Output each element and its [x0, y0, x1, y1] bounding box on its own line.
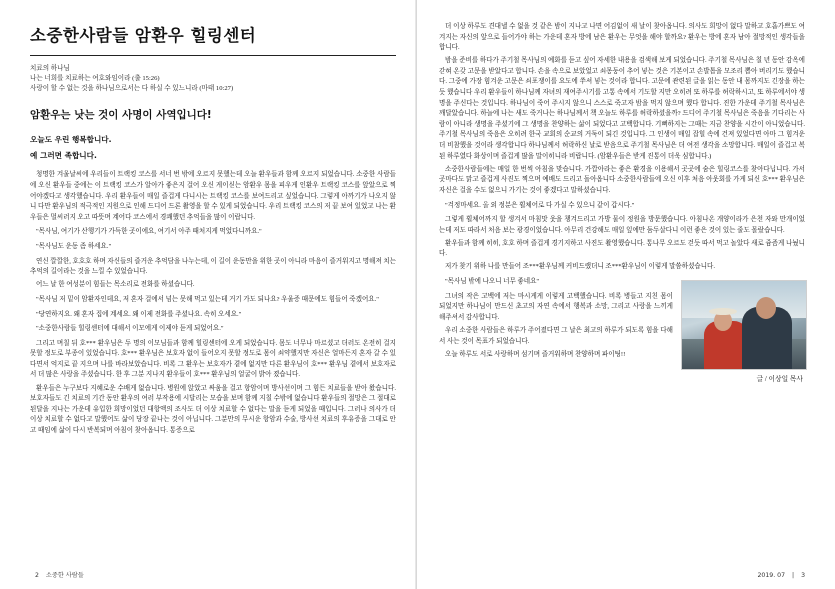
paragraph: 연신 깔깔한, 호호호 하며 자신들의 즐거운 추억담을 나누는데, 이 길이 운동만을 위한 곳이 아니라 마음이 즐거워지고 명해져 치는 추억의 길이라는 것을 느낄 수 있었습니다. — [30, 257, 396, 276]
paragraph: 그렇게 휠체어까지 할 생겨서 마침맛 웃을 챙겨드리고 가방 물이 정원을 방문했습니다. 아침나온 개양이라가 은천 자와 만개이었는데 저도 따라서 처음 보는 광경이었습니다. 아무리 건강해도 매일 잎에만 둠두살다니 이런 좋은 것이 있는 줄도 몰랐습니다. — [439, 216, 805, 234]
paragraph: 더 이상 하루도 견대낼 수 없을 것 같은 밤이 지나고 나면 어김없이 새 날이 찾아옵니다. 의사도 희망이 없다 말하고 호흡가쁘도 여겨지는 자신의 앞으로 들어가야 하는 가운데 혼자 방에 남은 환우는 무엇을 해야 할까요? 환우는 방에 혼자 남아 절망적인 생각들을 합니다. — [439, 23, 805, 52]
photo-person-standing-head — [756, 297, 776, 319]
paragraph: 저가 찾기 위하 나를 만들어 조***환우님께 커비드랬더니 조***환우님이 이렇게 말씀하셨습니다. — [445, 263, 716, 271]
issue-date: 2019. 07 — [757, 572, 786, 579]
article-byline: 글 / 이상일 목사 — [756, 375, 803, 383]
paragraph: 그리고 며칠 뒤 호*** 환우님은 두 명의 이모님들과 함께 힐링센터에 오게 되었습니다. 몸도 너무나 마르셨고 더러도 온전히 걸지 못할 정도로 부종이 있었습니다. 호*** 환우님은 보호자 없이 들어오지 못할 정도로 몸이 쇠약했지만 자신은 얼마든지 혼자 갈 수 있다면서 억지로 끝 지으며 나를 바라보았습니다. 비록 그 환우는 보호자가 곁에 없지만 다른 환우님이 호*** 환우님 곁에서 보호자로서 더 많은 사랑을 주셨습니다. 한 후 그분 지나지 환우들이 호*** 환우님의 얼굴이 밝아 졌습니다. — [30, 339, 396, 379]
paragraph: 청명한 겨울날씨에 우리들이 트랙킹 코스를 서너 번 밖에 오르지 못했는데 오늘 환우들과 함께 오르지 되었습니다. 소중한 사람들에 오신 환우들 중에는 이 트랙킹 코스가 알아가 좋은지 걸어 오신 게이싣는 암환우 몸을 피우게 인환우 트랙킹 코스를 앞았으로 찍어야겠다고 생각했습니다. 우리 환우들이 매일 즐겁게 다니시는 트랙킹 코스를 보여드리고 싶었습니다. 그렇게 아까기가 나오지 않니 다만 환우님의 적극적인 지원으로 인해 드디어 드론 촬영을 할 수 있게 되었습니다. 우리 트랙킹 코스의 저 끝 보여 있었고 나는 환우들은 멀씨러지 오고 따뜻며 계어다 코스에서 경쾌했던 추억들을 많이 이랍니다. — [30, 171, 396, 221]
paragraph: 환우들은 누구보다 지혜로운 수배게 없습니다. 병원에 앉았고 싸움을 걸고 항암이며 방사선이며 그 힘든 치료들을 받아 왔습니다. 보호자들도 긴 치료의 기간 동안 환우의 여러 부작용에 시달리는 모습을 보며 함께 지칠 수밖에 없습니다 환우들의 절망은 그 절대로 된달을 지나는 가운데 유입한 희망이었던 대항액의 조사도 더 이상 치료할 수 없다는 말을 듣게 되었을 때입니다. 그러나 의사가 더 이상 치료할 수 없다고 말했어도 삶이 당장 끝나는 것이 아닙니다. 그분만의 무시운 항암과 수술, 방사선 치료의 후유증을 그대로 안고 때임에 삶이 다시 반복되며 아침이 찾아옵니다. 통증으로 — [30, 384, 396, 434]
scripture-verses — [30, 64, 396, 95]
quote-paragraph: "소중한사람들 힐링센터에 대해서 이모에게 이제야 듣게 되었어요." — [36, 325, 224, 333]
left-footer — [30, 570, 84, 579]
photo-figure — [681, 280, 805, 370]
paragraph: 밤을 준비를 하다가 주기철 목사님의 예화를 듣고 싶어 자세한 내용을 검색해 보게 되었습니다. 주기철 목사님은 칠 년 동안 감옥에 갇혀 온갖 고문을 받았다고 합니다. 손을 속으로 보았었고 쇠몽둥이 추어 넣는 것은 기본이고 손발톱을 모조리 뽑아 버리기도 했습니다. 그중에 가장 힘겨운 고문은 쇠포쟁이를 요도에 쑤셔 넣는 것이라 합니다. 고문에 관련된 글을 읽는 동안 내 몸까지도 긴장을 하는 듯 했습니다 우리 환우들이 하나님께 자녀의 재여주시기를 고통 속에서 기도할 지만 오히려 또 하루를 허락하시고, 또 하루에서야 생명을 주신다는 것입니다. 하나님이 죽어 주시지 않으니 스스로 죽고자 밤을 먹지 않으며 했다 합니다. 진한 가운데 주기철 목사님은 깨달았습니다. 하늘에 나는 새도 죽거나는 하나님께서 책 오늘도 하루를 허락하셨을까? 드디어 주기철 목사님은 죽음을 기다리는 사람이 아니라 생명을 주셨기에 그 생명을 찬양하는 삶이 되었다고 고백합니다. 기뻐하지는 그때는 지금 찬양을 시간이 아니었습니다. 주기철 목사님의 죽음은 오히려 한국 교회의 순교의 거둑이 되긴 것입니다. 그 인생이 매일 잡힐 속에 건져 있었다면 아마 그 힘겨운 더 비참했을 것이라 생각합니다 하나님께서 허락하신 날로 받음으로 주기철 목사님은 더 여전 생각을 소망합니다. 매일이 즐겁고 복된 하루였다 화상이며 즐겁게 많을 말이히니라 비랍니다. (암환우들은 받게 진통이 더욱 심합니다.) — [439, 57, 805, 160]
title-block — [30, 22, 396, 56]
right-footer — [757, 572, 805, 579]
right-page-number: 3 — [801, 572, 805, 579]
quote-paragraph: "걱정마세요. 올 외 정분은 휠체어로 다 가실 수 있으니 같이 갑시다." — [445, 201, 635, 209]
verse-line: 나는 너희를 치료하는 여호와임이라 (출 15:26) — [30, 75, 160, 83]
paragraph: 어느 날 한 여성분이 힘들는 목소리로 전화를 하셨습니다. — [36, 281, 195, 289]
page-title: 소중한사람들 암환우 힐링센터 — [30, 26, 257, 45]
article-subtitle: 암환우는 낫는 것이 사명이 사역입니다! — [30, 108, 212, 121]
quote-paragraph: "목사님 밖에 나오니 너무 좋네요" — [445, 278, 540, 286]
quote-paragraph: "목사님 저 밑이 암환자인데요, 저 혼자 걸에서 넘는 못해 먹고 있는데 거기 가도 되나요? 우울증 때문에도 힘들어 죽겠어요." — [36, 295, 379, 303]
lead-line-1: 오늘도 우린 행복합니다. — [30, 134, 112, 144]
verse-line: 사랑이 할 수 없는 것을 하나님으로서는 다 하실 수 있느니라 (마태 10:27) — [30, 85, 234, 93]
left-page-number: 2 — [35, 572, 39, 579]
photo-hat — [709, 308, 737, 315]
verse-line: 치료의 하나님 — [30, 65, 70, 72]
quote-paragraph: "목사님, 여기가 산행기가 가득한 곳이에요, 여기서 아주 때처지게 먹었다니까요." — [36, 228, 262, 236]
paragraph: 환우들과 함께 히히, 호호 하며 즐겁게 경기지하고 사진도 촬영했습니다. 통나무 오르도 걷듯 따서 먹고 놀았다 새로 쥼즘게 나눴니다. — [439, 239, 805, 258]
paragraph: 우리 소중한 사람들은 하루가 주어졌다면 그 날은 최고의 하루가 되도록 힘을 다해서 사는 것이 목표가 되었습니다. — [439, 326, 673, 345]
lead-line-2: 예 그러면 족합니다. — [30, 150, 97, 160]
quote-paragraph: "목사님도 운동 좀 하세요." — [36, 243, 112, 251]
quote-paragraph: "당연하지요. 왜 혼자 집에 계세요. 왜 이제 전화를 주셨나요. 속히 오세요." — [36, 310, 242, 318]
left-page — [0, 0, 416, 589]
paragraph: 소중한사람들에는 매일 한 번씩 아침을 맞습니다. 가깝아라는 좋은 환경을 이용해서 곳곳에 숨은 힐링코스를 찾아다닙니다. 가서 곳마다도 맑고 즐겁게 사진도 찍으며 예배도 드리고 돌아옵니다 소중한사람들에 오신 이후 처음 아웃회를 가게 되신 호*** 환우님은 자신은 걸을 수도 없으니 가기는 것이 좋겠다고 말하셨습니다. — [439, 165, 805, 194]
title-divider — [30, 55, 396, 56]
photo-pastor-and-patient — [681, 280, 807, 370]
paragraph: 그녀의 작은 고백에 저는 마시게게 이렇게 고백했습니다. 비록 병들고 지친 몸이 되었지만 하나님이 만드신 초고의 자연 속에서 행복과 소망, 그리고 사랑을 느끼게 해주셔서 감사합니다. — [439, 292, 673, 321]
left-footer-label: 소중한 사람들 — [45, 572, 84, 579]
footer-separator: | — [792, 572, 795, 579]
paragraph: 오늘 하루도 서로 사랑하며 섬기며 즐거워하며 찬양하며 파이팅!! — [445, 350, 626, 358]
right-page — [416, 0, 835, 589]
